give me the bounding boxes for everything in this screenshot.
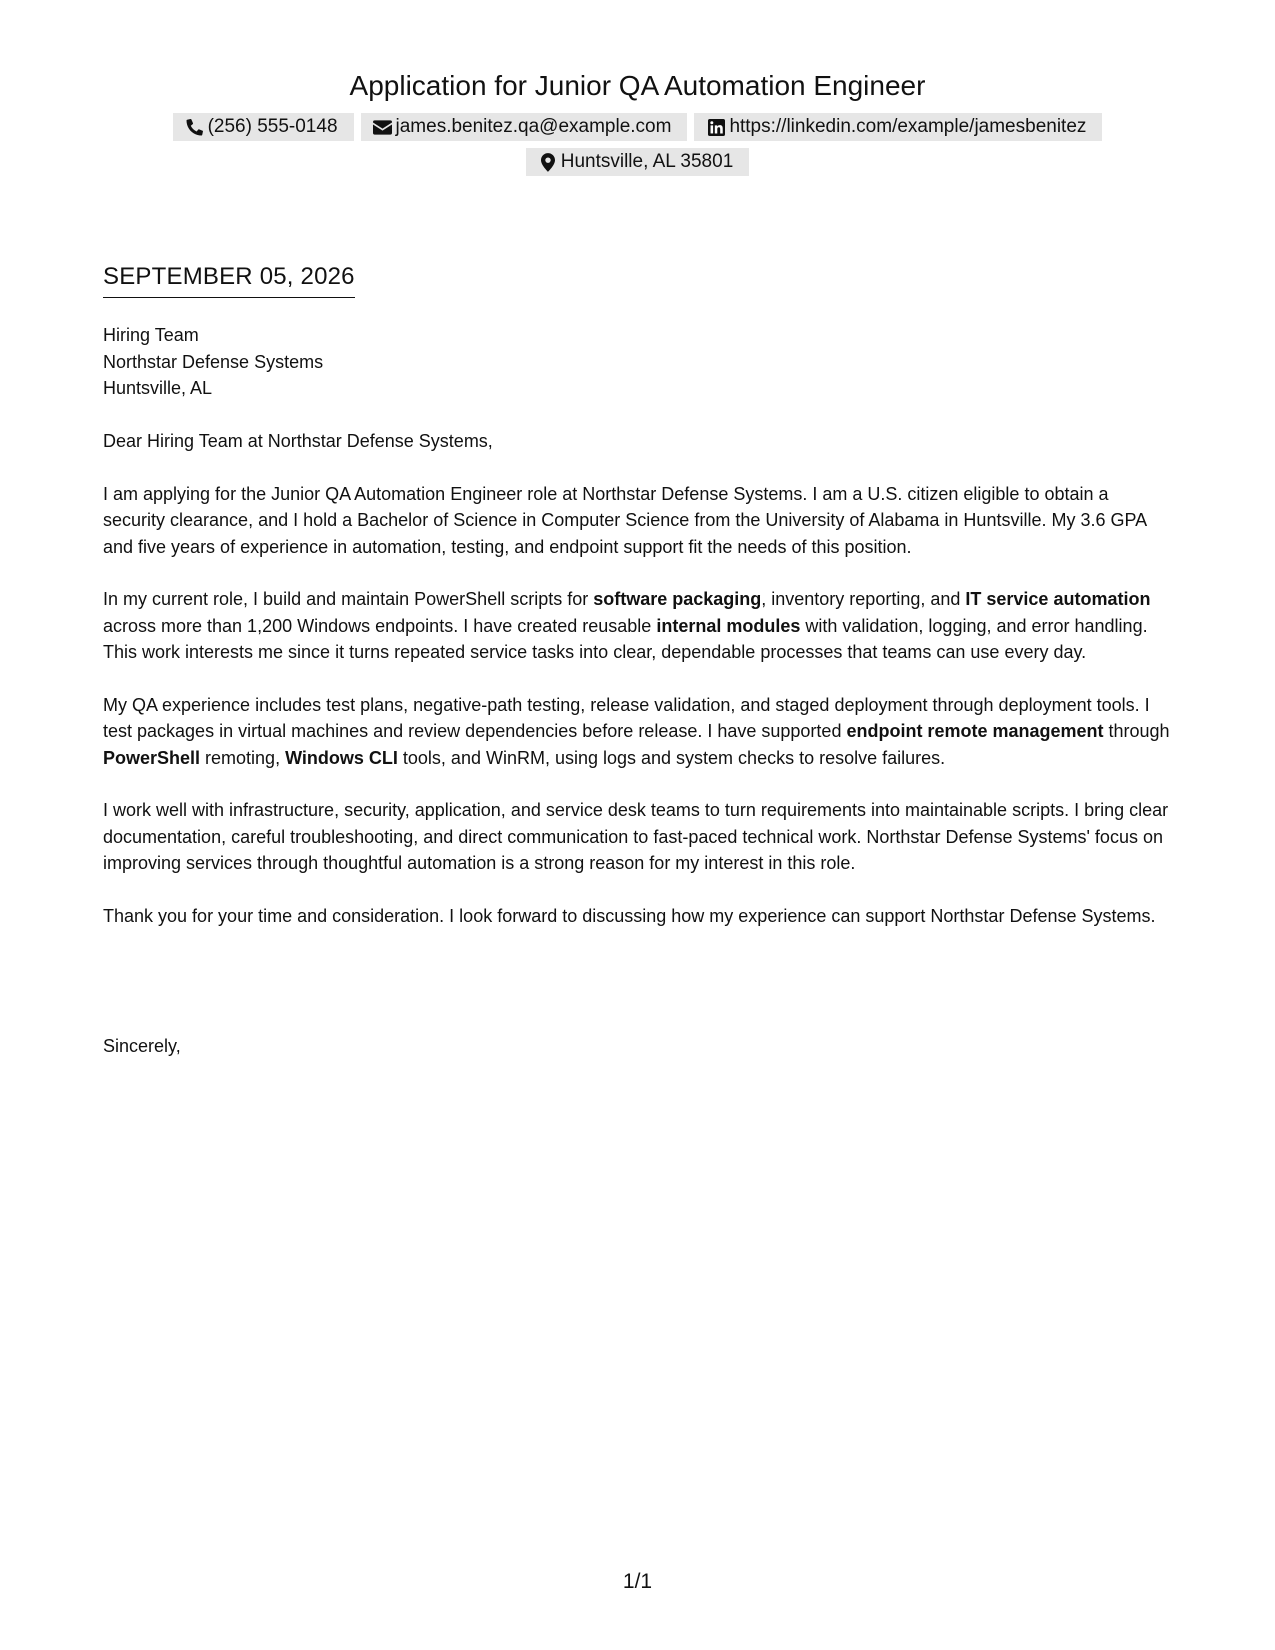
recipient-company: Northstar Defense Systems: [103, 351, 324, 372]
highlight-it-service-automation: IT service automation: [965, 589, 1151, 609]
linkedin-icon: [706, 117, 726, 137]
closing: Sincerely,: [103, 1036, 181, 1056]
page-title: Application for Junior QA Automation Engineer: [349, 70, 926, 101]
highlight-powershell: PowerShell: [103, 747, 201, 768]
highlight-internal-modules: internal modules: [656, 615, 801, 636]
highlight-endpoint-remote-management: endpoint remote management: [846, 721, 1104, 741]
linkedin-link[interactable]: https://linkedin.com/example/jamesbenitez: [729, 116, 1087, 137]
email-link[interactable]: james.benitez.qa@example.com: [395, 116, 672, 137]
envelope-icon: [373, 117, 393, 137]
paragraph-current-role: In my current role, I build and maintain PowerShell scripts for software packaging, inventory reporting, and IT service automation across more than 1,200 Windows endpoints. I have created reusable internal modules with validation, logging, and error handling. This work interests me since it turns repeated service tasks into clear, dependable processes that teams can use every day.: [103, 589, 1151, 662]
paragraph-collaboration: I work well with infrastructure, security, application, and service desk teams to turn requirements into maintainable scripts. I bring clear documentation, careful troubleshooting, and direct communication to fast-paced technical work. Northstar Defense Systems' focus on improving services through thoughtful automation is a strong reason for my interest in this role.: [103, 800, 1169, 873]
email-chip[interactable]: [361, 113, 688, 141]
location-chip: [526, 148, 750, 176]
location-text: Huntsville, AL 35801: [560, 151, 734, 172]
phone-icon: [185, 117, 205, 137]
contact-row: [0, 113, 1275, 141]
contact-row-location: [0, 148, 1275, 176]
linkedin-chip[interactable]: [694, 113, 1102, 141]
highlight-software-packaging: software packaging: [593, 589, 762, 609]
letter-body: [103, 428, 1173, 955]
map-marker-icon: [538, 152, 558, 172]
paragraph-qa-experience: My QA experience includes test plans, negative-path testing, release validation, and staged deployment through deployment tools. I test packages in virtual machines and review dependencies before release. I have supported endpoint remote management through PowerShell remoting, Windows CLI tools, and WinRM, using logs and system checks to resolve failures.: [103, 694, 1170, 768]
phone-text: (256) 555-0148: [207, 116, 338, 137]
recipient-name: Hiring Team: [103, 325, 199, 345]
phone-chip: [173, 113, 354, 141]
salutation: Dear Hiring Team at Northstar Defense Systems,: [103, 431, 493, 451]
page-indicator: 1/1: [622, 1570, 653, 1593]
recipient-location: Huntsville, AL: [103, 378, 213, 398]
paragraph-intro: I am applying for the Junior QA Automation Engineer role at Northstar Defense Systems. I am a U.S. citizen eligible to obtain a security clearance, and I hold a Bachelor of Science in Computer Science from the University of Alabama in Huntsville. My 3.6 GPA and five years of experience in automation, testing, and endpoint support fit the needs of this position.: [103, 483, 1147, 557]
highlight-windows-cli: Windows CLI: [285, 747, 398, 768]
paragraph-thanks: Thank you for your time and consideration. I look forward to discussing how my experience can support Northstar Defense Systems.: [103, 905, 1156, 926]
letter-date: SEPTEMBER 05, 2026: [103, 263, 355, 298]
recipient-block: [103, 322, 323, 402]
